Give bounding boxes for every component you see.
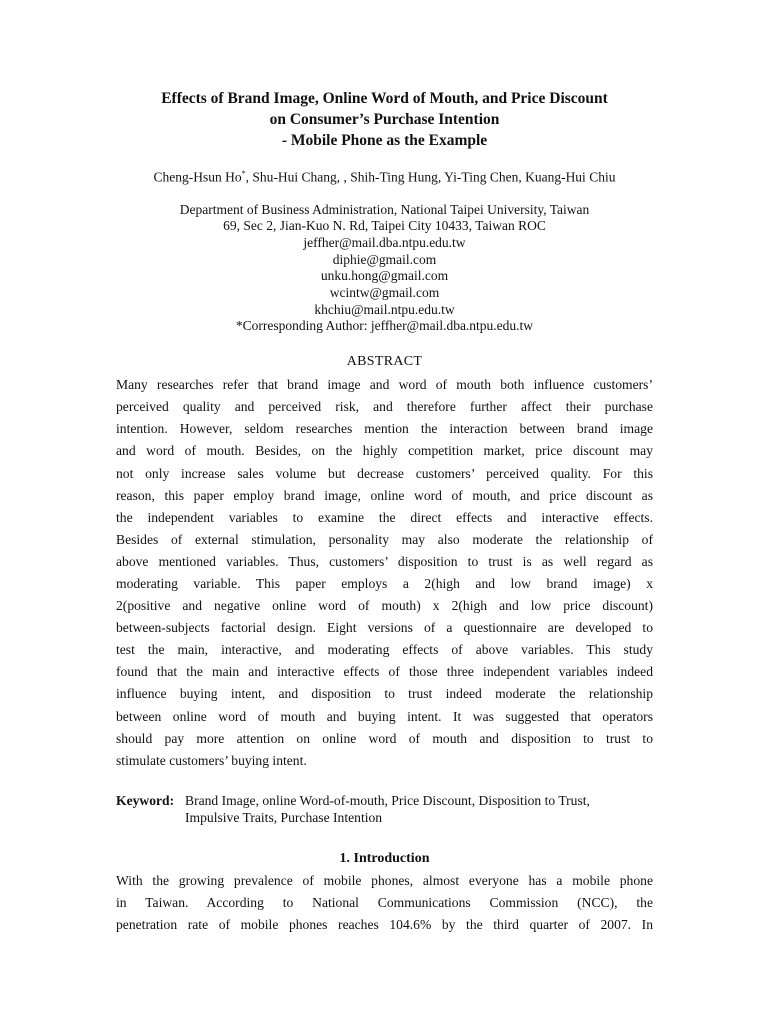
abstract-line: should pay more attention on online word of mouth and disposition to trust to [116, 730, 653, 746]
abstract-line: and word of mouth. Besides, on the highly competition market, price discount may [116, 443, 653, 459]
abstract-line: above mentioned variables. Thus, customers’ disposition to trust is as well regard as [116, 553, 653, 569]
corresponding-marker: * [241, 169, 246, 178]
corresponding-author-note: *Corresponding Author: jeffher@mail.dba.ntpu.edu.tw [235, 318, 534, 334]
title-line: Effects of Brand Image, Online Word of Mouth, and Price Discount [161, 90, 608, 107]
abstract-line: 2(positive and negative online word of mouth) x 2(high and low price discount) [116, 598, 653, 614]
title-line: on Consumer’s Purchase Intention [269, 111, 500, 128]
introduction-line: With the growing prevalence of mobile phones, almost everyone has a mobile phone [116, 872, 653, 888]
abstract-line: the independent variables to examine the direct effects and interactive effects. [116, 509, 653, 525]
introduction-line: penetration rate of mobile phones reaches 104.6% by the third quarter of 2007. In [116, 917, 653, 932]
abstract-line: stimulate customers’ buying intent. [116, 752, 307, 768]
paper-title [116, 88, 653, 151]
author-email: unku.hong@gmail.com [320, 268, 449, 284]
paper-page [116, 88, 653, 936]
title-line: - Mobile Phone as the Example [281, 132, 488, 149]
author-email: jeffher@mail.dba.ntpu.edu.tw [303, 234, 466, 250]
affiliation-address: 69, Sec 2, Jian-Kuo N. Rd, Taipei City 10433, Taiwan ROC [223, 218, 546, 234]
abstract-line: Besides of external stimulation, personality may also moderate the relationship of [116, 531, 653, 547]
abstract-line: reason, this paper employ brand image, online word of mouth, and price discount as [116, 487, 653, 503]
abstract-line: found that the main and interactive effects of those three independent variables indeed [116, 664, 653, 680]
introduction-line: in Taiwan. According to National Communications Commission (NCC), the [116, 894, 653, 910]
affiliation-department: Department of Business Administration, National Taipei University, Taiwan [179, 201, 590, 217]
abstract-heading: ABSTRACT [346, 354, 423, 370]
abstract-line: moderating variable. This paper employs a 2(high and low brand image) x [116, 575, 653, 591]
abstract-line: Many researches refer that brand image and word of mouth both influence customers’ [116, 377, 653, 393]
author-email: khchiu@mail.ntpu.edu.tw [314, 301, 455, 317]
abstract-line: between-subjects factorial design. Eight versions of a questionnaire are developed to [116, 620, 653, 636]
keywords-label: Keyword: [116, 792, 175, 808]
affiliation-block [116, 202, 653, 336]
abstract-line: influence buying intent, and disposition to trust indeed moderate the relationship [116, 686, 653, 702]
first-author: Cheng-Hsun Ho [153, 169, 242, 185]
keywords-list [185, 792, 590, 826]
abstract-line: intention. However, seldom researches mention the interaction between brand image [116, 421, 653, 437]
introduction-heading: 1. Introduction [339, 850, 430, 866]
keywords-line: Brand Image, online Word-of-mouth, Price Discount, Disposition to Trust, [185, 792, 590, 808]
keywords-line: Impulsive Traits, Purchase Intention [185, 809, 383, 825]
abstract-line: perceived quality and perceived risk, and therefore further affect their purchase [116, 399, 653, 415]
abstract-line: not only increase sales volume but decrease customers’ perceived quality. For this [116, 465, 653, 481]
abstract-line: between online word of mouth and buying intent. It was suggested that operators [116, 708, 653, 724]
abstract-line: test the main, interactive, and moderating effects of above variables. This study [116, 642, 653, 658]
author-email: diphie@gmail.com [332, 251, 437, 267]
other-authors: , Shu-Hui Chang, , Shih-Ting Hung, Yi-Ting Chen, Kuang-Hui Chiu [245, 169, 616, 185]
abstract-body [116, 374, 653, 772]
author-email: wcintw@gmail.com [329, 285, 440, 301]
introduction-body [116, 870, 653, 936]
keywords-block [116, 792, 653, 826]
author-list [116, 165, 653, 187]
